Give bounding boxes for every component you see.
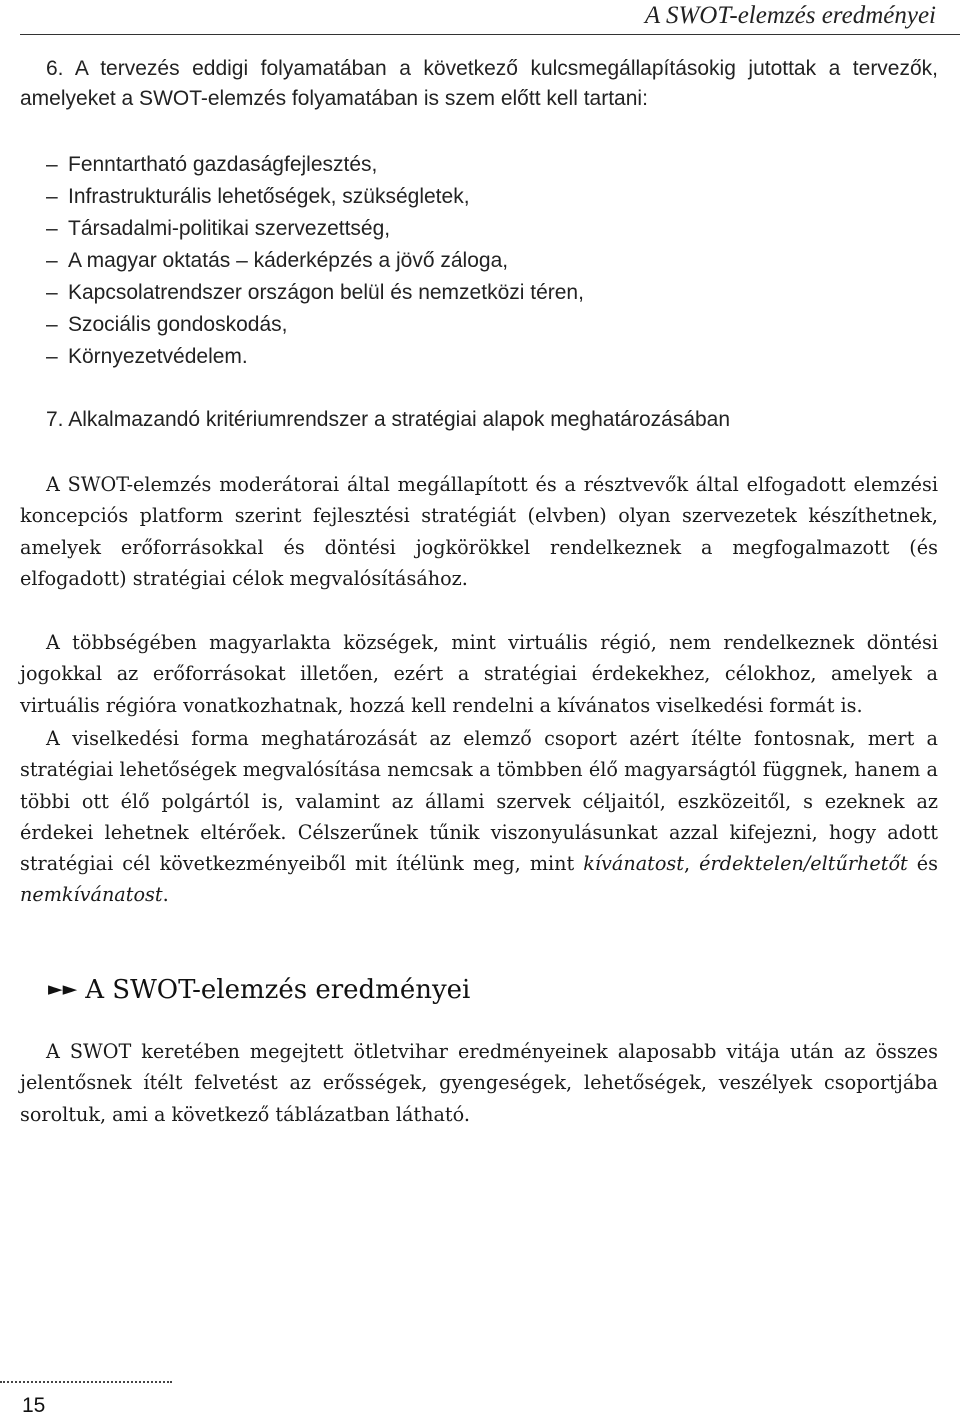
results-heading-text: A SWOT-elemzés eredményei (85, 975, 471, 1005)
results-paragraph: A SWOT keretében megejtett ötletvihar eredményeinek alaposabb vitája után az összes jelentősnek ítélt felvetést az erősségek, gyengeségek, lehetőségek, veszélyek csoportjába soroltuk, ami a következő táblázatban látható. (20, 1040, 938, 1126)
list-item-text: Szociális gondoskodás, (68, 313, 288, 336)
list-item (46, 277, 926, 309)
dash-bullet: – (46, 313, 58, 336)
dash-bullet: – (46, 185, 58, 208)
term-undesirable: nemkívánatost (20, 883, 163, 907)
list-item (46, 245, 926, 277)
list-item (46, 149, 926, 181)
paragraph-text: A viselkedési forma meghatározását az elemző csoport azért ítélte fontosnak, mert a stratégiai lehetőségek megvalósítása nemcsak a tömbben élő magyarságtól függnek, hanem a többi ott élő polgártól is, valamint az állami szervek céljaitól, eszközeitől, s ezeknek az érdekei lehetnek eltérőek. Célszerűnek tűnik viszonyulásunkat azzal kifejezni, hogy adott stratégiai cél következményeiből mit ítélünk meg, mint (20, 727, 938, 876)
section6-paragraph: 6. A tervezés eddigi folyamatában a következő kulcsmegállapításokig jutottak a tervezők, amelyeket a SWOT-elemzés folyamatában is szem előtt kell tartani: (20, 57, 938, 110)
running-header: A SWOT-elemzés eredményei (644, 2, 936, 29)
term-desirable: kívánatost (583, 852, 684, 876)
page-number: 15 (22, 1394, 46, 1417)
separator: . (162, 883, 169, 907)
dash-bullet: – (46, 249, 58, 272)
list-item (46, 181, 926, 213)
section7-paragraph-1: A SWOT-elemzés moderátorai által megállapított és a résztvevők által elfogadott elemzési koncepciós platform szerint fejlesztési stratégiát (elvben) olyan szervezetek készíthetnek, amelyek erőforrásokkal és döntési jogkörökkel rendelkeznek a megfogalmazott (és elfogadott) stratégiai célok megvalósításához. (20, 473, 938, 590)
list-item-text: Kapcsolatrendszer országon belül és nemzetközi téren, (68, 281, 584, 304)
double-arrow-icon: ►► (48, 978, 78, 1000)
section7-paragraph-2: A többségében magyarlakta községek, mint virtuális régió, nem rendelkeznek döntési jogokkal az erőforrásokat illetően, ezért a stratégiai érdekekhez, célokhoz, amelyek a virtuális régióra vonatkozhatnak, hozzá kell rendelni a kívánatos viselkedési formát is. (20, 631, 938, 717)
term-indifferent: érdektelen/eltűrhetőt (699, 852, 908, 876)
dash-bullet: – (46, 153, 58, 176)
list-item-text: Fenntartható gazdaságfejlesztés, (68, 153, 378, 176)
list-item-text: Infrastrukturális lehetőségek, szükségletek, (68, 185, 470, 208)
dash-bullet: – (46, 217, 58, 240)
list-item (46, 341, 926, 373)
separator: , (683, 852, 691, 876)
header-rule (20, 34, 960, 35)
key-findings-list (46, 149, 926, 373)
dash-bullet: – (46, 281, 58, 304)
separator: és (916, 852, 938, 876)
results-heading (48, 972, 470, 1007)
dash-bullet: – (46, 345, 58, 368)
list-item (46, 309, 926, 341)
list-item-text: Társadalmi-politikai szervezettség, (68, 217, 391, 240)
list-item (46, 213, 926, 245)
section7-title: 7. Alkalmazandó kritériumrendszer a stratégiai alapok meghatározásában (46, 408, 731, 431)
section7-paragraph-3 (20, 723, 938, 911)
list-item-text: Környezetvédelem. (68, 345, 248, 368)
footer-dotted-rule (0, 1381, 172, 1383)
list-item-text: A magyar oktatás – káderképzés a jövő záloga, (68, 249, 509, 272)
